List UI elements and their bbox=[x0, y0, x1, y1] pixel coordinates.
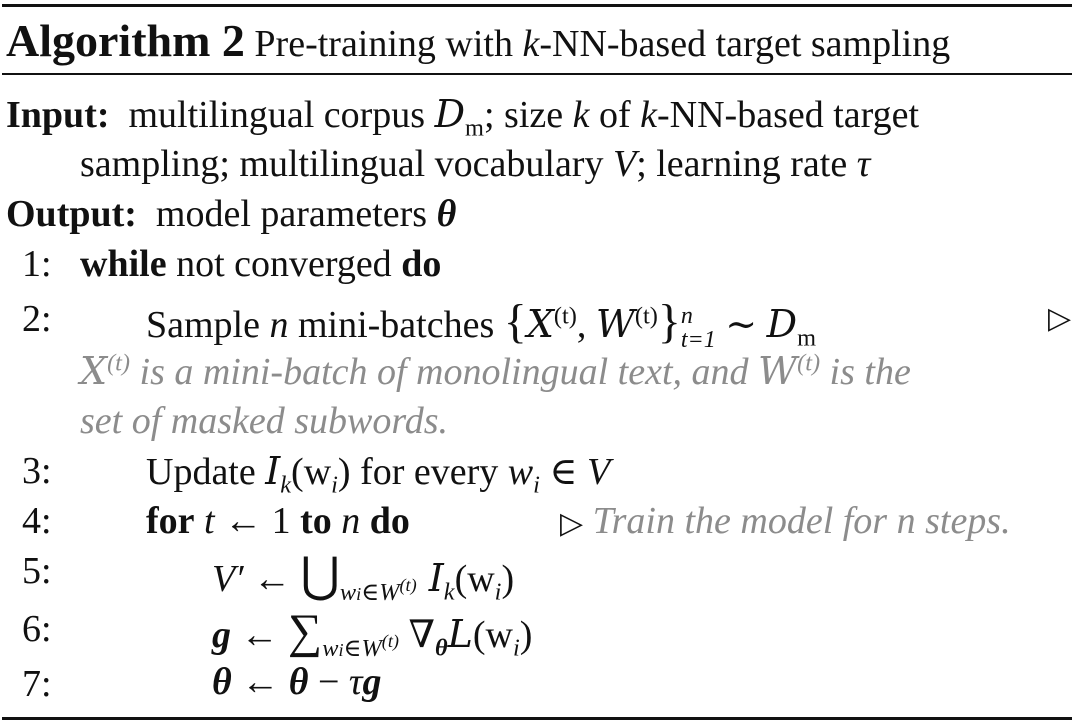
step-2-comment-line-2: set of masked subwords. bbox=[80, 400, 449, 442]
step-4: for t ← 1 to n do bbox=[146, 500, 410, 542]
step-number-5: 5: bbox=[22, 550, 52, 592]
step-number-1: 1: bbox=[22, 243, 52, 285]
step-3: Update $I_k(w_i)$ for every $w_i$ ∈ V bbox=[146, 449, 611, 499]
step-number-6: 6: bbox=[22, 608, 52, 650]
step-7: θ ← θ − τg bbox=[212, 661, 382, 703]
input-line-1: Input: multilingual corpus $D_m$; size k of k-NN-based target bbox=[6, 92, 920, 142]
top-rule bbox=[2, 4, 1072, 7]
bottom-rule bbox=[2, 717, 1072, 720]
step-5: V′ ← $⋃_{wi\in W^{(t)}}$ $I_k(w_i)$ bbox=[212, 549, 515, 606]
comment-triangle-icon: ▷ bbox=[560, 507, 584, 540]
algorithm-label: Algorithm 2 bbox=[6, 15, 245, 66]
algorithm-caption: Pre-training with k-NN-based target sampling bbox=[254, 23, 951, 65]
step-number-4: 4: bbox=[22, 500, 52, 542]
step-1: while not converged do bbox=[80, 243, 442, 285]
step-number-7: 7: bbox=[22, 663, 52, 705]
output-line: Output: model parameters θ bbox=[6, 193, 457, 235]
step-number-3: 3: bbox=[22, 450, 52, 492]
step-number-2: 2: bbox=[22, 298, 52, 340]
comment-triangle-icon: ▷ bbox=[1048, 302, 1072, 335]
algorithm-title bbox=[6, 15, 951, 66]
output-label: Output: bbox=[6, 193, 137, 235]
input-label: Input: bbox=[6, 94, 110, 136]
step-4-comment: ▷ Train the model for n steps. bbox=[560, 500, 1011, 542]
step-6: g ← $\sum_{wi\in W^{(t)}}$ $\nabla_\theta L(w_i)$ bbox=[212, 605, 533, 662]
input-line-2: sampling; multilingual vocabulary V; learning rate τ bbox=[80, 143, 871, 185]
title-rule bbox=[2, 73, 1072, 75]
step-2-comment-line-1: $X^{(t)}$ is a mini-batch of monolingual text, and $W^{(t)}$ is the bbox=[80, 349, 911, 393]
step-2: Sample n mini-batches {$X^{(t)}$, $W^{(t)}$} n t=1 ∼ $D_m$ bbox=[146, 295, 816, 354]
